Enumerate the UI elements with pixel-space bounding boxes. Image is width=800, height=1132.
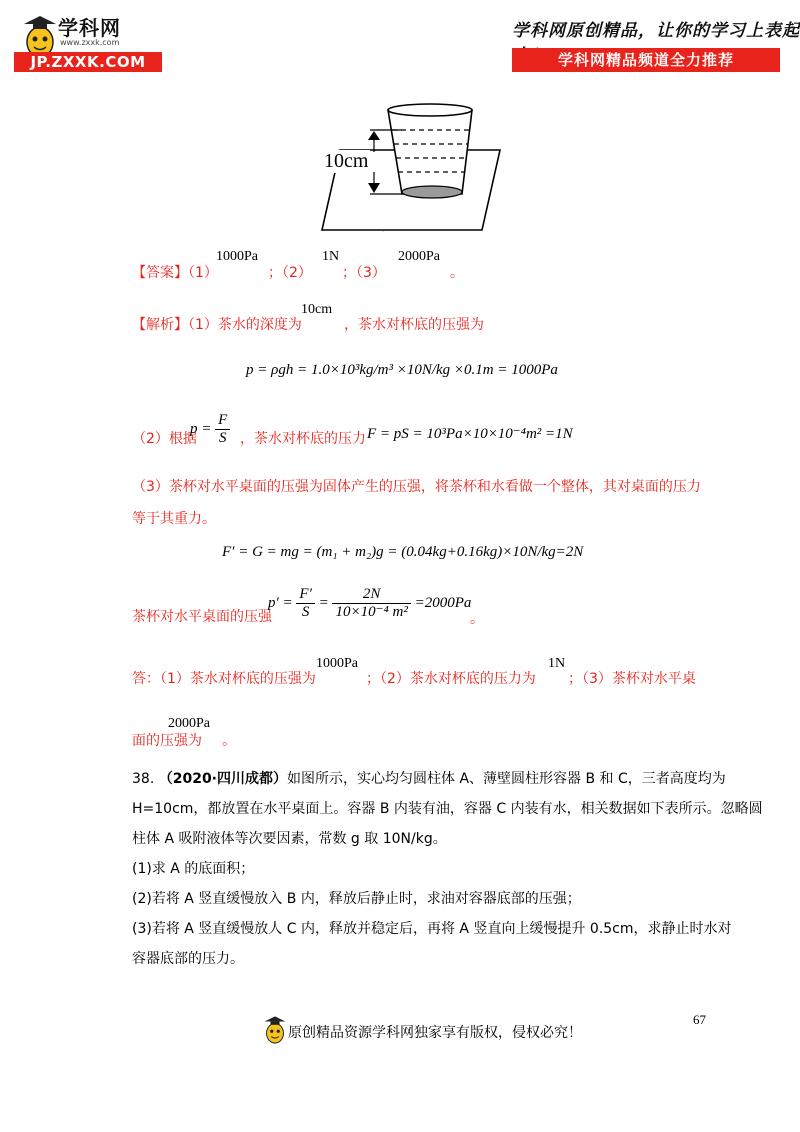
analysis-line-1: 【解析】（1）茶水的深度为: [132, 317, 302, 333]
formula-p-equals-f-over-s: p = $\frac{F}{S}$: [190, 412, 230, 447]
page-number: 67: [693, 1012, 706, 1027]
cup-rim: [388, 104, 472, 116]
question-3: (3)若将 A 竖直缓慢放人 C 内，释放并稳定后，再将 A 竖直向上缓慢提升 0.5cm，求静止时水对: [132, 921, 732, 937]
answer-line: 【答案】（1）: [132, 265, 218, 281]
answer-value-3: 2000Pa: [398, 249, 440, 264]
answer-tag: 【答案】: [132, 265, 188, 281]
logo-domain: www.zxxk.com: [60, 38, 120, 47]
analysis-line-4: 茶杯对水平桌面的压强: [132, 609, 272, 625]
problem-source: （2020·四川成都）: [158, 771, 288, 787]
logo-name: 学科网: [58, 16, 121, 40]
equation-pressure-2: p′ = $\frac{F'}{S}$ = $\frac{2N}{\text{10×10⁻⁴ m²}}$ =2000Pa: [268, 586, 472, 620]
cup-outline: [388, 110, 472, 194]
analysis-line-2: （2）根据: [132, 431, 197, 447]
equation-pressure-1: p = ρgh = 1.0×10³kg/m³ ×10N/kg ×0.1m = 1000Pa: [246, 362, 558, 378]
analysis-tag: 【解析】: [132, 317, 188, 333]
logo-url[interactable]: JP.ZXXK.COM: [14, 52, 162, 72]
equation-weight: F′ = G = mg = (m₁ + m₂)g = (0.04kg+0.16kg)×10N/kg=2N: [222, 544, 584, 560]
conclusion-value-1: 1000Pa: [316, 656, 358, 671]
svg-text:·: ·: [382, 227, 385, 236]
question-2: (2)若将 A 竖直缓慢放入 B 内，释放后静止时，求油对容器底部的压强；: [132, 891, 581, 907]
problem-38: 38. （2020·四川成都）如图所示，实心均匀圆柱体 A、薄壁圆柱形容器 B 和 C，三者高度均为 H=10cm，都放置在水平桌面上。容器 B 内装有油，容器 C 内装有水，相关数据如下表所示。忽略圆 柱体 A 吸附液体等次要因素，常数 g 取 10N/kg。 (1)求 A 的底面积； (2)若将 A 竖直缓慢放入 B 内，释放后静止时，求油对容器底部的压强； (3)若将 A 竖直缓慢放人 C 内，释放并稳定后，再将 A 竖直向上缓慢提升 0.5cm，求静止时水对 容器底部的压力。: [132, 771, 763, 967]
conclusion-value-3: 2000Pa: [168, 716, 210, 731]
conclusion-line-1a: 答：（1）茶水对杯底的压强为: [132, 671, 316, 687]
depth-value: 10cm: [301, 302, 333, 317]
header-slogan: 学科网原创精品，让你的学习上表起: [512, 21, 800, 41]
equation-force-1: F = pS = 10³Pa×10×10⁻⁴m² =1N: [367, 426, 573, 442]
analysis-line-3b: 等于其重力。: [132, 511, 216, 527]
conclusion-value-2: 1N: [548, 656, 566, 671]
header-banner: 学科网精品频道全力推荐: [512, 48, 780, 72]
copyright-notice: 原创精品资源学科网独家享有版权，侵权必究！: [288, 1025, 582, 1041]
mascot-icon-footer: [262, 1014, 288, 1046]
analysis-line-3: （3）茶杯对水平桌面的压强为固体产生的压强，将茶杯和水看做一个整体，其对桌面的压力: [132, 479, 701, 495]
problem-number: 38.: [132, 771, 155, 787]
answer-value-2: 1N: [322, 249, 340, 264]
cup-bottom: [402, 186, 462, 198]
answer-value-1: 1000Pa: [216, 249, 258, 264]
conclusion-line-2: 面的压强为: [132, 733, 202, 749]
depth-label: 10cm: [324, 150, 369, 172]
question-1: (1)求 A 的底面积；: [132, 861, 255, 877]
